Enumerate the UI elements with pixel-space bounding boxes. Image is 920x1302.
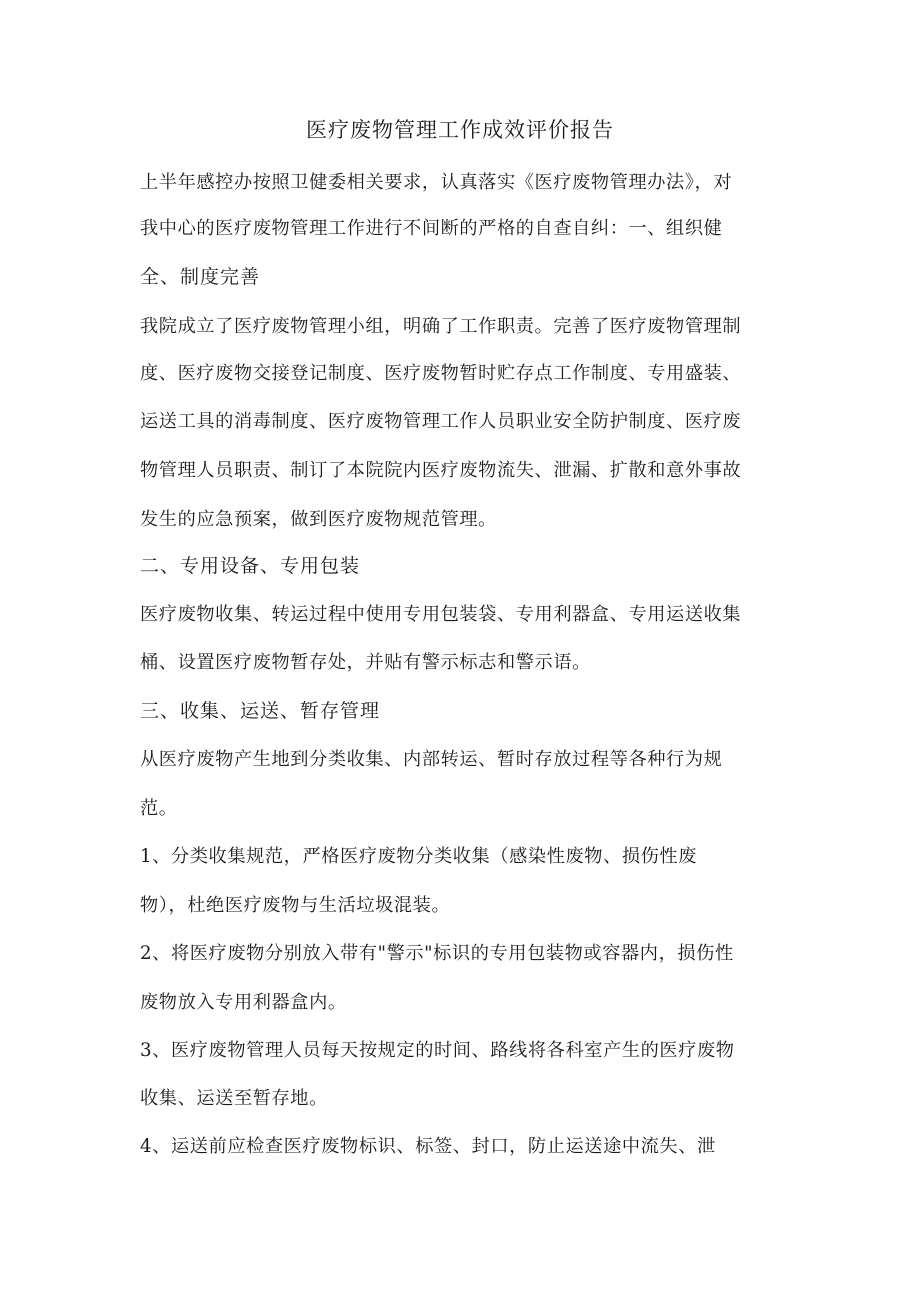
- paragraph-line: 我院成立了医疗废物管理小组，明确了工作职责。完善了医疗废物管理制: [140, 316, 742, 337]
- list-item-line: 收集、运送至暂存地。: [140, 1088, 328, 1109]
- list-item-line: 废物放入专用利器盒内。: [140, 992, 347, 1013]
- paragraph-line: 医疗废物收集、转运过程中使用专用包装袋、专用利器盒、专用运送收集: [140, 604, 742, 625]
- paragraph-line: 发生的应急预案，做到医疗废物规范管理。: [140, 509, 497, 530]
- paragraph-line: 物管理人员职责、制订了本院院内医疗废物流失、泄漏、扩散和意外事故: [140, 460, 742, 481]
- list-item-line: 物），杜绝医疗废物与生活垃圾混装。: [140, 895, 451, 916]
- paragraph-line: 我中心的医疗废物管理工作进行不间断的严格的自查自纠：一、组织健: [140, 218, 723, 239]
- list-item-line: 2、将医疗废物分别放入带有"警示"标识的专用包装物或容器内，损伤性: [140, 943, 734, 964]
- paragraph-line: 范。: [140, 798, 178, 819]
- paragraph-line: 从医疗废物产生地到分类收集、内部转运、暂时存放过程等各种行为规: [140, 749, 723, 770]
- paragraph-line: 度、医疗废物交接登记制度、医疗废物暂时贮存点工作制度、专用盛装、: [140, 363, 742, 384]
- list-item-line: 4、运送前应检查医疗废物标识、标签、封口，防止运送途中流失、泄: [140, 1136, 716, 1157]
- list-item-line: 3、医疗废物管理人员每天按规定的时间、路线将各科室产生的医疗废物: [140, 1040, 735, 1061]
- section-heading: 全、制度完善: [140, 266, 261, 288]
- list-item-line: 1、分类收集规范，严格医疗废物分类收集（感染性废物、损伤性废: [140, 846, 698, 867]
- document-title: 医疗废物管理工作成效评价报告: [306, 118, 614, 142]
- paragraph-line: 桶、设置医疗废物暂存处，并贴有警示标志和警示语。: [140, 652, 591, 673]
- paragraph-line: 上半年感控办按照卫健委相关要求，认真落实《医疗废物管理办法》，对: [140, 172, 733, 193]
- section-heading: 三、收集、运送、暂存管理: [140, 700, 381, 722]
- section-heading: 二、专用设备、专用包装: [140, 555, 361, 577]
- paragraph-line: 运送工具的消毒制度、医疗废物管理工作人员职业安全防护制度、医疗废: [140, 411, 742, 432]
